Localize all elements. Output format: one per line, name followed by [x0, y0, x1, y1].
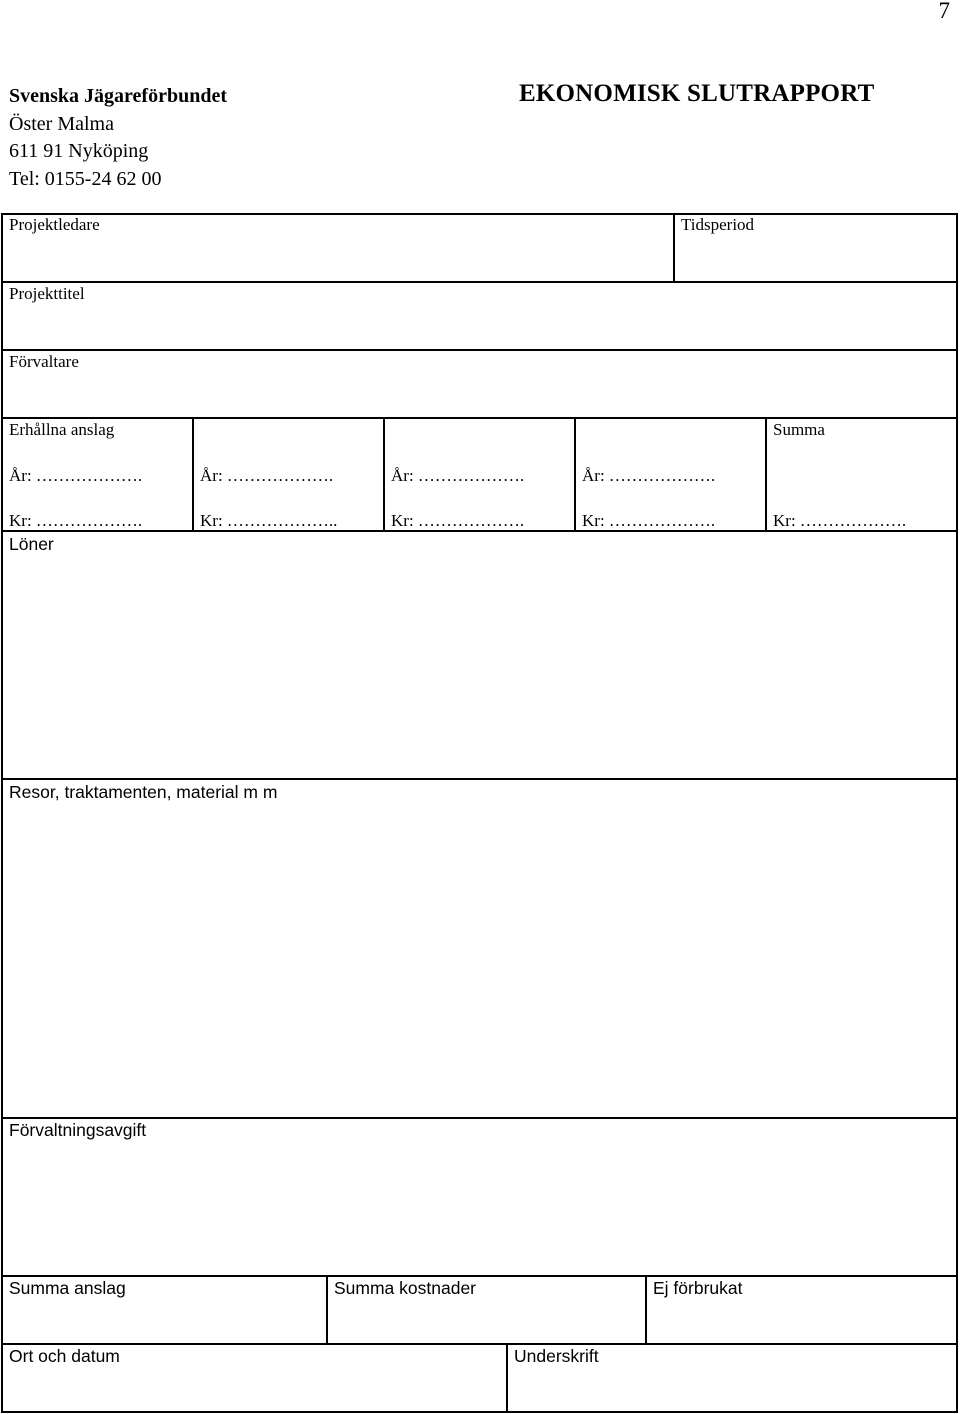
column-divider: [506, 1343, 508, 1413]
form-divider: [1, 417, 958, 419]
tidsperiod-label: Tidsperiod: [681, 215, 755, 234]
year-field: År: ……………….: [391, 466, 525, 485]
year-field: År: ……………….: [582, 466, 716, 485]
projekttitel-label: Projekttitel: [9, 284, 85, 303]
address-line-2: 611 91 Nyköping: [9, 140, 149, 162]
column-divider: [574, 417, 576, 532]
amount-field: Kr: ……………….: [582, 511, 716, 530]
column-divider: [765, 417, 767, 532]
column-divider: [645, 1275, 647, 1345]
form-border-bottom: [1, 1411, 958, 1413]
summa-kostnader-label: Summa kostnader: [334, 1278, 477, 1298]
column-divider: [326, 1275, 328, 1345]
year-field: År: ……………….: [9, 466, 143, 485]
column-divider: [673, 213, 675, 283]
form-divider: [1, 1275, 958, 1277]
summa-amount-field: Kr: ……………….: [773, 511, 907, 530]
column-divider: [192, 417, 194, 532]
summa-anslag-label: Summa anslag: [9, 1278, 126, 1298]
loner-label: Löner: [9, 534, 54, 554]
address-line-1: Öster Malma: [9, 112, 114, 135]
underskrift-label: Underskrift: [514, 1346, 599, 1366]
amount-field: Kr: ………………..: [200, 511, 338, 530]
report-title: EKONOMISK SLUTRAPPORT: [519, 80, 875, 107]
forvaltare-label: Förvaltare: [9, 352, 79, 371]
amount-field: Kr: ……………….: [9, 511, 143, 530]
form-divider: [1, 281, 958, 283]
page-number: 7: [938, 0, 950, 23]
projektledare-label: Projektledare: [9, 215, 100, 234]
form-border-right: [956, 213, 958, 1413]
form-border-left: [1, 213, 3, 1413]
ej-forbrukat-label: Ej förbrukat: [653, 1278, 743, 1298]
form-divider: [1, 778, 958, 780]
form-divider: [1, 1117, 958, 1119]
form-divider: [1, 349, 958, 351]
organization-name: Svenska Jägareförbundet: [9, 85, 227, 107]
erhallna-anslag-label: Erhållna anslag: [9, 420, 115, 439]
forvaltningsavgift-label: Förvaltningsavgift: [9, 1120, 147, 1140]
year-field: År: ……………….: [200, 466, 334, 485]
form-border-top: [1, 213, 958, 215]
amount-field: Kr: ……………….: [391, 511, 525, 530]
column-divider: [383, 417, 385, 532]
phone-number: Tel: 0155-24 62 00: [9, 167, 162, 190]
summa-label: Summa: [773, 420, 825, 439]
ort-och-datum-label: Ort och datum: [9, 1346, 120, 1366]
form-divider: [1, 1343, 958, 1345]
resor-label: Resor, traktamenten, material m m: [9, 782, 278, 802]
